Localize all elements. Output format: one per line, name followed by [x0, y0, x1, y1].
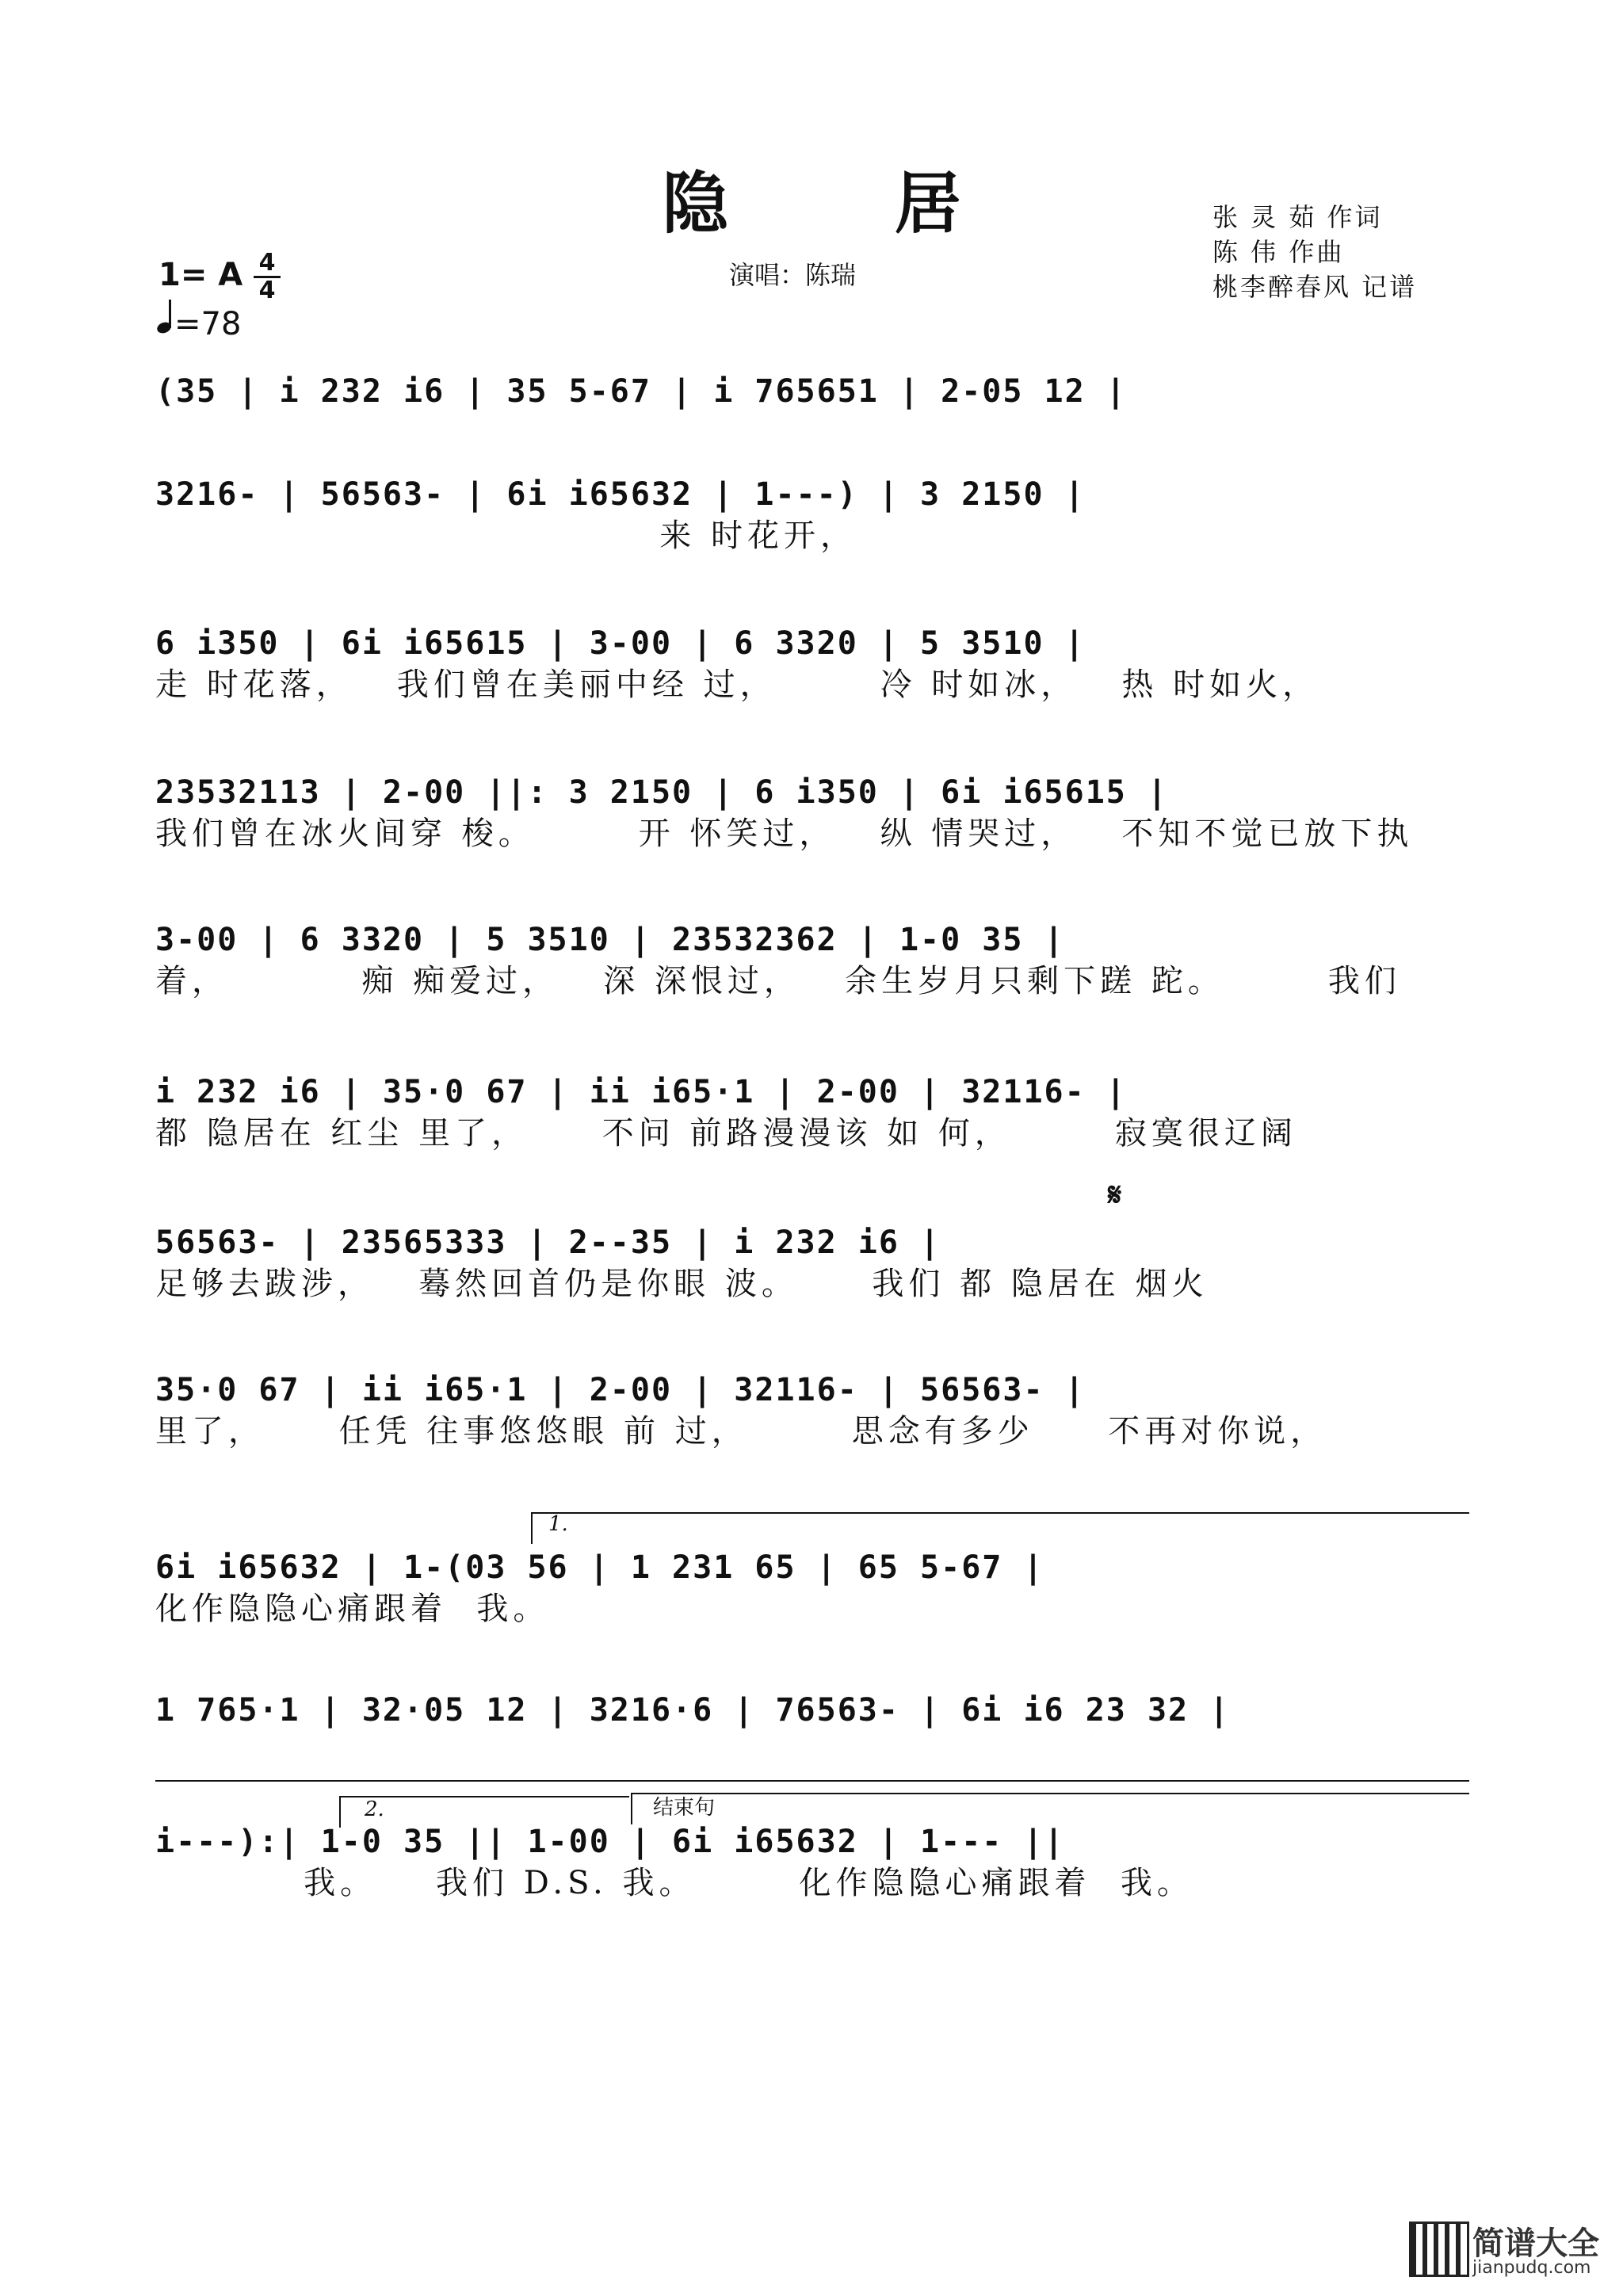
lyrics-line: [155, 1731, 1471, 1772]
coda-bracket-edge: [631, 1793, 632, 1824]
segno-icon: 𝄋: [1108, 1176, 1122, 1213]
first-ending-bracket: [531, 1512, 1469, 1514]
lyrics-line: 足够去跋涉， 蓦然回首仍是你眼 波。 我们 都 隐居在 烟火: [155, 1266, 1209, 1302]
lyrics-line: 我。 我们 D.S. 我。 化作隐隐心痛跟着 我。: [155, 1865, 1193, 1901]
first-ending-continuation: [155, 1780, 1469, 1782]
score-row-6: [155, 1072, 1471, 1154]
score-row-3: [155, 623, 1471, 705]
key-signature: 1= A: [158, 257, 243, 293]
notation-line: 6 i350 | 6i i65615 | 3-00 | 6 3320 | 5 3510 |: [155, 625, 1086, 662]
first-ending-label: 1.: [548, 1512, 568, 1536]
quarter-note-icon: [157, 303, 174, 334]
coda-label: 结束句: [653, 1796, 716, 1820]
second-ending-label: 2.: [365, 1797, 384, 1821]
lyrics-line: 来 时花开，: [155, 518, 857, 554]
watermark-url: jianpudq.com: [1472, 2258, 1591, 2278]
tempo-marking: [157, 303, 241, 342]
transcriber-credit: 桃李醉春风 记谱: [1212, 272, 1418, 302]
score-row-8: [155, 1370, 1471, 1452]
song-title: 隐 居: [662, 164, 1033, 243]
notation-line: i---):| 1-0 35 || 1-00 | 6i i65632 | 1--- ||: [155, 1824, 1065, 1860]
notation-line: 6i i65632 | 1-(03 56 | 1 231 65 | 65 5-67 |: [155, 1549, 1044, 1586]
score-row-2: [155, 474, 1471, 556]
time-signature: [254, 250, 281, 304]
tempo-value: =78: [174, 306, 242, 342]
notation-line: i 232 i6 | 35·0 67 | ii i65·1 | 2-00 | 32116- |: [155, 1074, 1127, 1110]
score-row-1: [155, 371, 1471, 453]
score-row-7: [155, 1222, 1471, 1305]
lyrics-line: 都 隐居在 红尘 里了， 不问 前路漫漫该 如 何， 寂寞很辽阔: [155, 1115, 1297, 1152]
score-row-9: [155, 1547, 1471, 1629]
lyrics-line: [155, 412, 1471, 453]
notation-line: 3-00 | 6 3320 | 5 3510 | 23532362 | 1-0 35 |: [155, 922, 1065, 958]
notation-line: 1 765·1 | 32·05 12 | 3216·6 | 76563- | 6i i6 23 32 |: [155, 1692, 1231, 1729]
credits: [1212, 200, 1466, 304]
first-ending-bracket-edge: [531, 1512, 533, 1544]
notation-line: 23532113 | 2-00 ||: 3 2150 | 6 i350 | 6i i65615 |: [155, 774, 1169, 811]
lyrics-line: 我们曾在冰火间穿 梭。 开 怀笑过， 纵 情哭过， 不知不觉已放下执: [155, 816, 1414, 852]
lyricist-credit: 张 灵 茹 作词: [1212, 202, 1383, 232]
score-row-5: [155, 919, 1471, 1002]
coda-bracket: [631, 1793, 1469, 1794]
notation-line: 35·0 67 | ii i65·1 | 2-00 | 32116- | 56563- |: [155, 1372, 1086, 1408]
time-top: 4: [258, 249, 276, 277]
lyrics-line: 走 时花落， 我们曾在美丽中经 过， 冷 时如冰， 热 时如火，: [155, 667, 1319, 703]
singer-credit: 演唱：陈瑞: [729, 260, 857, 290]
notation-line: 56563- | 23565333 | 2--35 | i 232 i6 |: [155, 1224, 941, 1261]
score-row-10: [155, 1690, 1471, 1772]
notation-line: 3216- | 56563- | 6i i65632 | 1---) | 3 2150 |: [155, 476, 1086, 513]
watermark-brand: 简谱大全: [1472, 2225, 1599, 2262]
lyrics-line: 着， 痴 痴爱过， 深 深恨过， 余生岁月只剩下蹉 跎。 我们: [155, 963, 1401, 999]
piano-keys-icon: [1409, 2222, 1469, 2277]
lyrics-line: 化作隐隐心痛跟着 我。: [155, 1591, 550, 1627]
time-bottom: 4: [254, 276, 281, 304]
watermark-logo: [1409, 2218, 1607, 2282]
composer-credit: 陈 伟 作曲: [1212, 237, 1345, 267]
lyrics-line: 里了， 任凭 往事悠悠眼 前 过， 思念有多少 不再对你说，: [155, 1413, 1327, 1450]
notation-line: (35 | i 232 i6 | 35 5-67 | i 765651 | 2-05 12 |: [155, 373, 1127, 410]
score-row-4: [155, 772, 1471, 854]
score-row-11: [155, 1821, 1471, 1904]
